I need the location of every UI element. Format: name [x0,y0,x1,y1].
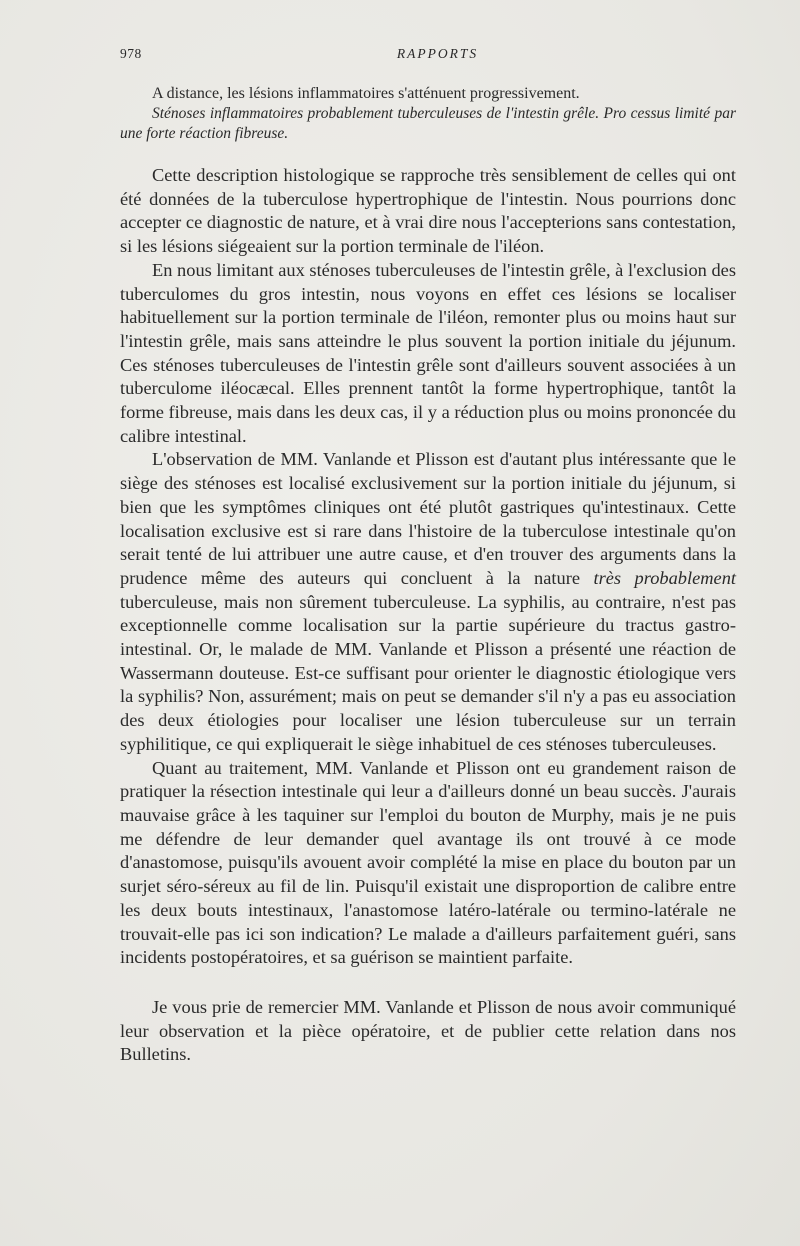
paragraph-3-emphasis: très probablement [593,567,737,588]
running-header [120,46,735,66]
italic-conclusion-text: Sténoses inflammatoires probablement tuberculeuses de l'intestin grêle. Pro cessus limité par une forte réaction fibreuse. [120,105,736,142]
summary-line: A distance, les lésions inflammatoires s'atténuent progressivement. [152,85,580,102]
body-text [120,84,736,1067]
paragraph-3 [120,448,736,756]
paragraph-2: En nous limitant aux sténoses tuberculeuses de l'intestin grêle, à l'exclusion des tuberculomes du gros intestin, nous voyons en effet ces lésions se localiser habituellement sur la portion terminale de l'iléon, remonter plus ou moins haut sur l'intestin grêle, mais sans atteindre le plus souvent la portion initiale du jéjunum. Ces sténoses tuberculeuses de l'intestin grêle sont d'ailleurs souvent associées à un tuberculome iléocæcal. Elles prennent tantôt la forme hypertrophique, tantôt la forme fibreuse, mais dans les deux cas, il y a réduction plus ou moins prononcée du calibre intestinal. [120,259,736,446]
page-number: 978 [120,46,142,61]
paragraph-5: Je vous prie de remercier MM. Vanlande et Plisson de nous avoir communiqué leur observation et la pièce opératoire, et de publier cette relation dans nos Bulletins. [120,996,736,1065]
running-title: RAPPORTS [396,46,479,61]
paragraph-4: Quant au traitement, MM. Vanlande et Plisson ont eu grandement raison de pratiquer la résection intestinale qui leur a d'ailleurs donné un beau succès. J'aurais mauvaise grâce à les taquiner sur l'emploi du bouton de Murphy, mais je ne puis me défendre de leur demander quel avantage ils ont trouvé à ce mode d'anastomose, puisqu'ils avouent avoir complété la mise en place du bouton par un surjet séro-séreux au fil de lin. Puisqu'il existait une disproportion de calibre entre les deux bouts intestinaux, l'anastomose latéro-latérale ou termino-latérale ne trouvait-elle pas ici son indication? Le malade a d'ailleurs parfaitement guéri, sans incidents postopératoires, et sa guérison se maintient parfaite. [120,757,736,968]
italic-conclusion [120,104,736,144]
paragraph-3-start: L'observation de MM. Vanlande et Plisson est d'autant plus intéressante que le siège des sténoses est localisé exclusivement sur la portion initiale du jéjunum, si bien que les symptômes cliniques ont été plutôt gastriques qu'intestinaux. Cette localisation exclusive est si rare dans l'histoire de la tuberculose intestinale qu'on serait tenté de lui attribuer une autre cause, et d'en trouver des arguments dans la prudence même des auteurs qui concluent à la nature [120,449,736,588]
paragraph-3-end: tuberculeuse, mais non sûrement tuberculeuse. La syphilis, au contraire, n'est pas exceptionnelle comme localisation sur la partie supérieure du tractus gastro-intestinal. Or, le malade de MM. Vanlande et Plisson a présenté une réaction de Wassermann douteuse. Est-ce suffisant pour orienter le diagnostic étiologique vers la syphilis? Non, assurément; mais on peut se demander s'il n'y a pas eu association des deux étiologies pour localiser une lésion tuberculeuse sur un terrain syphilitique, ce qui expliquerait le siège inhabituel de ces sténoses tuberculeuses. [120,591,736,754]
spacer [120,970,736,996]
paragraph-1: Cette description histologique se rapproche très sensiblement de celles qui ont été données de la tuberculose hypertrophique de l'intestin. Nous pourrions donc accepter ce diagnostic de nature, et à vrai dire nous l'accepterions sans contestation, si les lésions siégeaient sur la portion terminale de l'iléon. [120,165,736,257]
spacer [120,144,736,164]
